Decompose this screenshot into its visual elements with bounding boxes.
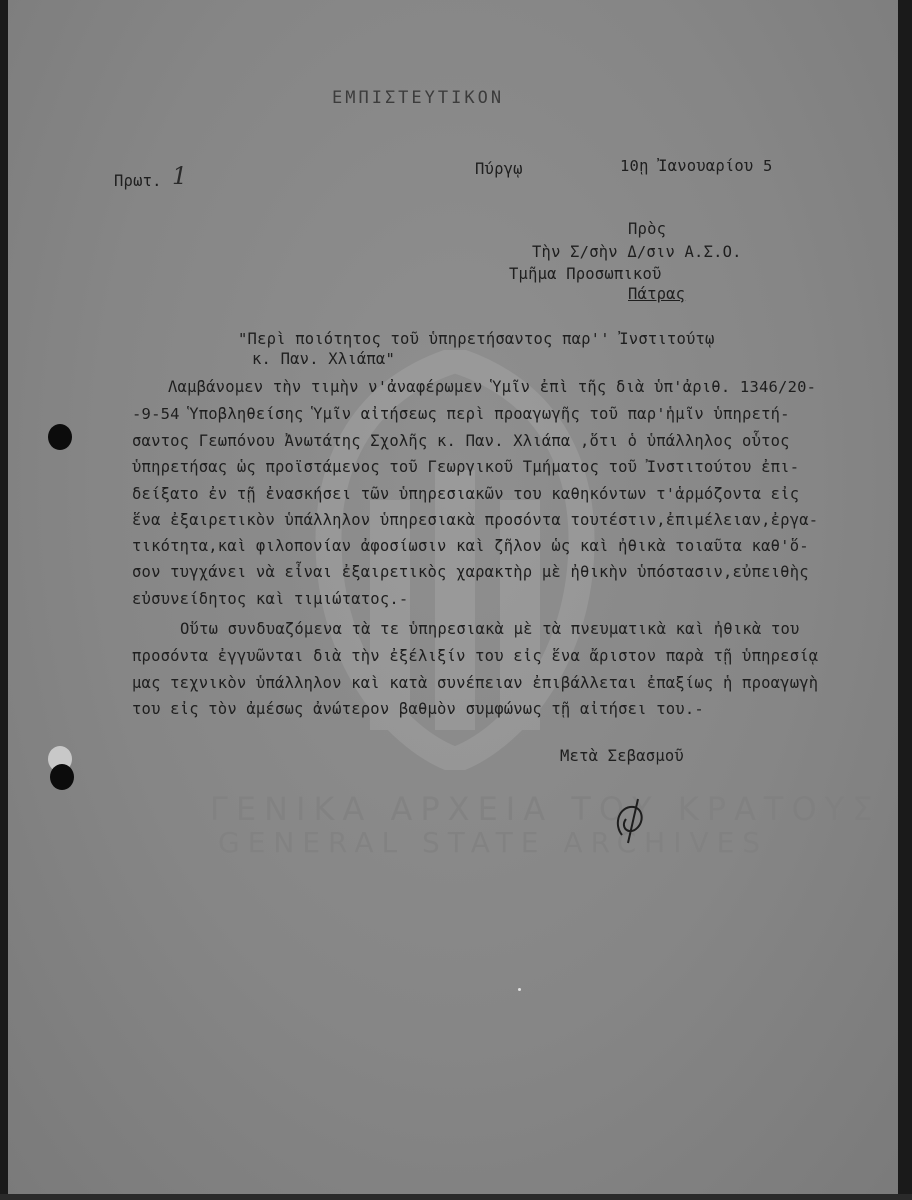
punch-hole — [50, 764, 74, 790]
archive-watermark: ΓΕΝΙΚΑ ΑΡΧΕΙΑ ΤΟΥ ΚΡΑΤΟΥΣ — [210, 790, 881, 828]
punch-hole — [48, 424, 72, 450]
body-line: προσόντα ἐγγυῶνται διὰ τὴν ἐξέλιξίν του εἰς ἕνα ἄριστον παρὰ τῇ ὑπηρεσίᾳ — [132, 647, 819, 665]
date: 10ῃ Ἰανουαρίου 5 — [620, 157, 773, 175]
paper-speck — [518, 988, 521, 991]
body-line: του εἰς τὸν ἀμέσως ἀνώτερον βαθμὸν συμφώνως τῇ αἰτήσει του.- — [132, 700, 704, 718]
body-line: -9-54 Ὑποβληθείσης Ὑμῖν αἰτήσεως περὶ προαγωγῆς τοῦ παρ'ἡμῖν ὑπηρετή- — [132, 405, 790, 423]
subject-line: "Περὶ ποιότητος τοῦ ὑπηρετήσαντος παρ'' Ἰνστιτούτῳ — [238, 330, 715, 348]
signature — [608, 795, 656, 847]
body-line: εὐσυνείδητος καὶ τιμιώτατος.- — [132, 590, 409, 608]
body-line: δείξατο ἐν τῇ ἐνασκήσει τῶν ὑπηρεσιακῶν του καθηκόντων τ'ἁρμόζοντα εἰς — [132, 485, 800, 503]
place: Πύργῳ — [475, 160, 523, 178]
recipient-line: Τὴν Σ/σὴν Δ/σιν Α.Σ.Ο. — [532, 243, 742, 261]
recipient-city: Πάτρας — [628, 285, 686, 303]
scan-edge-left — [0, 0, 8, 1200]
subject-line: κ. Παν. Χλιάπα" — [252, 350, 395, 368]
body-line: τικότητα,καὶ φιλοπονίαν ἀφοσίωσιν καὶ ζῆλον ὡς καὶ ἠθικὰ τοιαῦτα καθ'ὅ- — [132, 537, 809, 555]
body-line: Λαμβάνομεν τὴν τιμὴν ν'ἀναφέρωμεν Ὑμῖν ἐπὶ τῆς διὰ ὑπ'ἀριθ. 1346/20- — [168, 378, 817, 396]
confidential-stamp: ΕΜΠΙΣΤΕΥΤΙΚΟΝ — [332, 88, 505, 108]
recipient-label: Πρὸς — [628, 220, 667, 238]
body-line: Οὕτω συνδυαζόμενα τὰ τε ὑπηρεσιακὰ μὲ τὰ πνευματικὰ καὶ ἠθικὰ του — [180, 620, 800, 638]
protocol-label: Πρωτ. — [114, 172, 162, 190]
protocol-number: 1 — [172, 162, 188, 190]
body-line: σαντος Γεωπόνου Ἀνωτάτης Σχολῆς κ. Παν. Χλιάπα ,ὅτι ὁ ὑπάλληλος οὗτος — [132, 432, 790, 450]
archive-watermark: GENERAL STATE ARCHIVES — [218, 826, 769, 859]
closing: Μετὰ Σεβασμοῦ — [560, 747, 684, 765]
body-line: ἕνα ἐξαιρετικὸν ὑπάλληλον ὑπηρεσιακὰ προσόντα τουτέστιν,ἐπιμέλειαν,ἐργα- — [132, 511, 819, 529]
scan-edge-right — [898, 0, 912, 1200]
body-line: σον τυγχάνει νὰ εἶναι ἐξαιρετικὸς χαρακτὴρ μὲ ἠθικὴν ὑπόστασιν,εὐπειθὴς — [132, 563, 809, 581]
scan-edge-bottom — [0, 1194, 912, 1200]
recipient-line: Τμῆμα Προσωπικοῦ — [509, 265, 662, 283]
body-line: μας τεχνικὸν ὑπάλληλον καὶ κατὰ συνέπειαν ἐπιβάλλεται ἐπαξίως ἡ προαγωγὴ — [132, 674, 819, 692]
body-line: ὑπηρετήσας ὡς προϊστάμενος τοῦ Γεωργικοῦ Τμήματος τοῦ Ἰνστιτούτου ἐπι- — [132, 458, 800, 476]
